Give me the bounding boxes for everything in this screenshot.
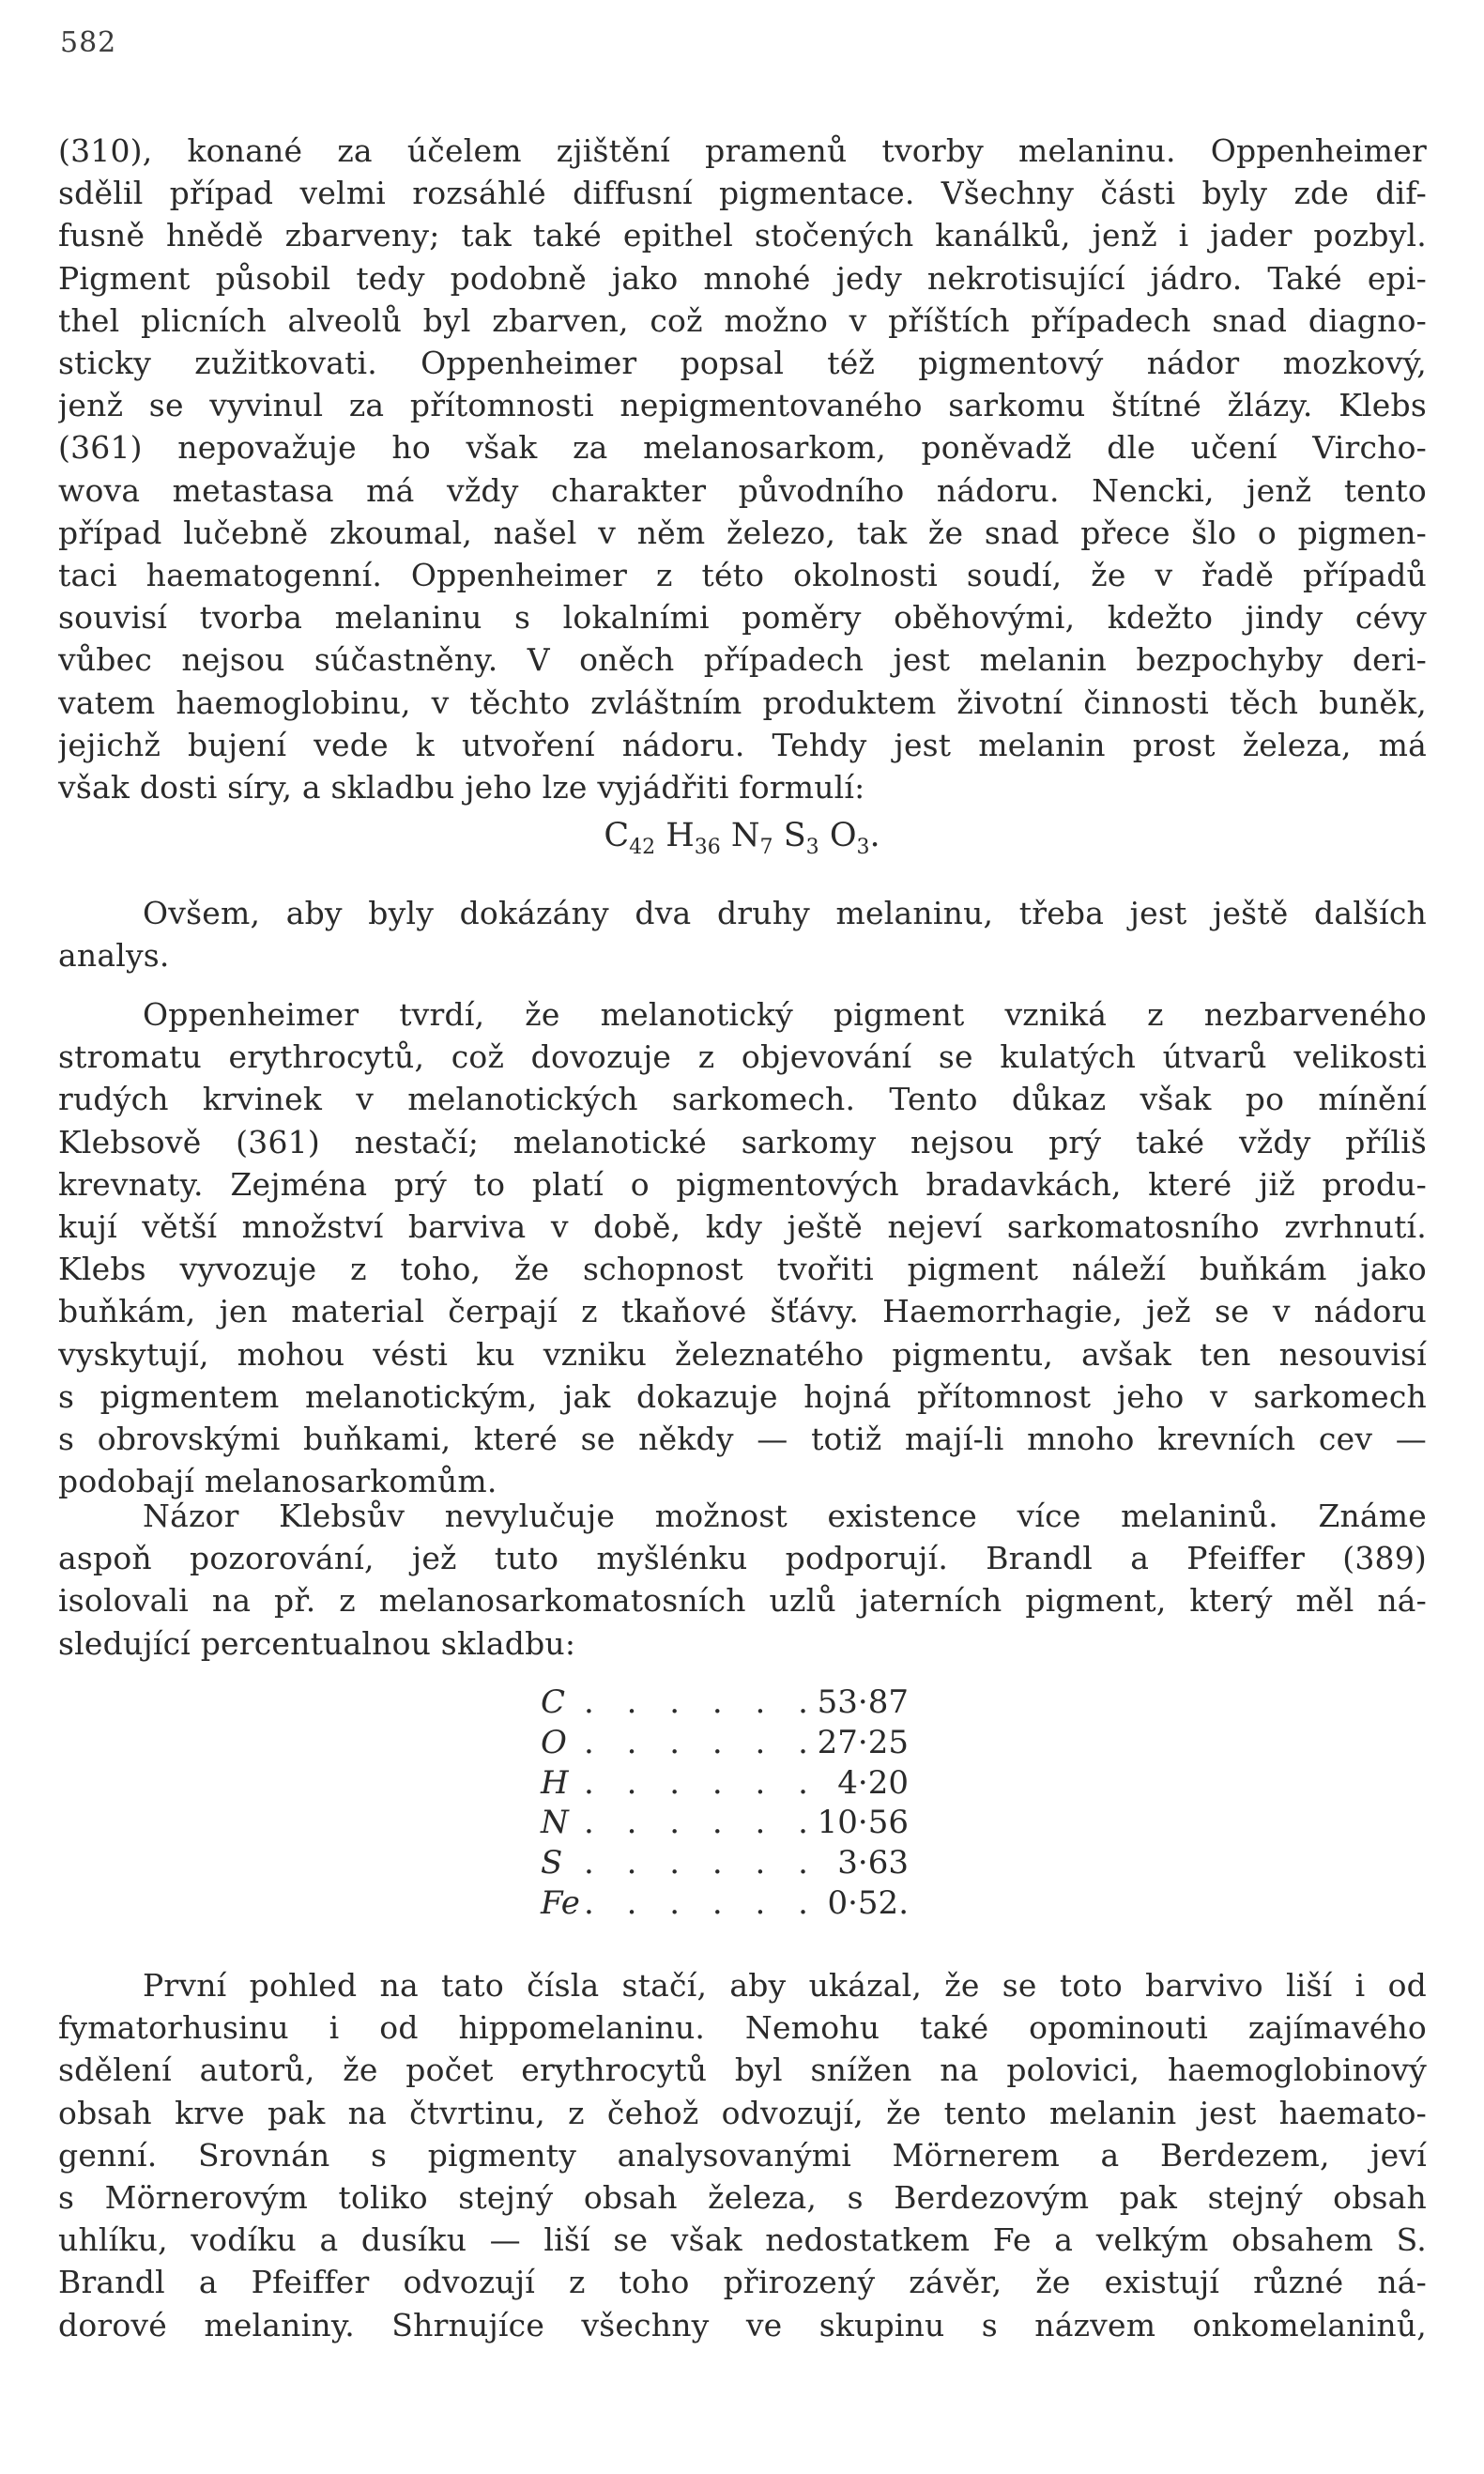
formula-nitrogen-count: 7	[759, 836, 773, 859]
text-line: krevnaty. Zejména prý to platí o pigmentových bradavkách, které již produ-	[58, 1165, 1427, 1203]
text-line: analys.	[58, 937, 170, 975]
text-line: Pigment působil tedy podobně jako mnohé jedy nekrotisující jádro. Také epi-	[58, 259, 1427, 297]
element-symbol: C	[541, 1683, 566, 1721]
leader-dots: . . . . . .	[584, 1883, 819, 1922]
element-symbol: O	[541, 1723, 567, 1761]
text-line: Oppenheimer tvrdí, že melanotický pigment vzniká z nezbarveného	[143, 996, 1427, 1033]
text-line: (310), konané za účelem zjištění pramenů tvorby melaninu. Oppenheimer	[58, 132, 1427, 169]
text-line: podobají melanosarkomům.	[58, 1463, 497, 1500]
composition-row	[541, 1883, 909, 1924]
composition-row	[541, 1763, 909, 1804]
text-line: sticky zužitkovati. Oppenheimer popsal též pigmentový nádor mozkový,	[58, 345, 1427, 382]
composition-row	[541, 1843, 909, 1883]
text-line: buňkám, jen material čerpají z tkaňové šťávy. Haemorrhagie, jež se v nádoru	[58, 1293, 1427, 1330]
text-line: aspoň pozorování, jež tuto myšlénku podporují. Brandl a Pfeiffer (389)	[58, 1540, 1427, 1577]
text-line: však dosti síry, a skladbu jeho lze vyjádřiti formulí:	[58, 769, 865, 807]
melanin-formula	[0, 817, 1484, 859]
text-line: s pigmentem melanotickým, jak dokazuje hojná přítomnost jeho v sarkomech	[58, 1377, 1427, 1415]
paragraph-4	[58, 1495, 1427, 1665]
composition-row	[541, 1803, 909, 1843]
text-line: genní. Srovnán s pigmenty analysovanými Mörnerem a Berdezem, jeví	[58, 2136, 1427, 2174]
text-line: jejichž bujení vede k utvoření nádoru. Tehdy jest melanin prost železa, má	[58, 726, 1427, 763]
text-line: vůbec nejsou súčastněny. V oněch případech jest melanin bezpochyby deri-	[58, 641, 1427, 679]
formula-oxygen-count: 3	[856, 836, 870, 859]
element-percentage: 3·63	[837, 1844, 909, 1882]
text-line: souvisí tvorba melaninu s lokalními poměry oběhovými, kdežto jindy cévy	[58, 599, 1427, 637]
text-line: sdělení autorů, že počet erythrocytů byl snížen na polovici, haemoglobinový	[58, 2051, 1427, 2089]
formula-carbon-count: 42	[629, 836, 656, 859]
composition-row	[541, 1723, 909, 1763]
text-line: uhlíku, vodíku a dusíku — liší se však nedostatkem Fe a velkým obsahem S.	[58, 2221, 1427, 2259]
text-line: Klebs vyvozuje z toho, že schopnost tvořiti pigment náleží buňkám jako	[58, 1251, 1427, 1288]
text-line: První pohled na tato čísla stačí, aby ukázal, že se toto barvivo liší i od	[143, 1967, 1427, 2004]
leader-dots: . . . . . .	[584, 1844, 819, 1882]
element-percentage: 27·25	[817, 1723, 909, 1761]
formula-oxygen: O	[829, 817, 857, 854]
element-symbol: N	[541, 1804, 569, 1842]
text-line: vyskytují, mohou vésti ku vzniku železnatého pigmentu, avšak ten nesouvisí	[58, 1335, 1427, 1373]
element-percentage: 4·20	[837, 1763, 909, 1802]
element-percentage: 53·87	[817, 1683, 909, 1721]
text-line: stromatu erythrocytů, což dovozuje z objevování se kulatých útvarů velikosti	[58, 1038, 1427, 1076]
text-line: wova metastasa má vždy charakter původního nádoru. Nencki, jenž tento	[58, 471, 1427, 509]
text-line: fymatorhusinu i od hippomelaninu. Nemohu také opominouti zajímavého	[58, 2009, 1427, 2047]
paragraph-1	[58, 130, 1427, 808]
text-line: sledující percentualnou skladbu:	[58, 1624, 576, 1662]
formula-hydrogen-count: 36	[694, 836, 721, 859]
element-percentage: 0·52.	[827, 1883, 909, 1922]
formula-carbon: C	[604, 817, 630, 854]
text-line: vatem haemoglobinu, v těchto zvláštním produktem životní činnosti těch buněk,	[58, 684, 1427, 721]
paragraph-5	[58, 1964, 1427, 2346]
text-line: Ovšem, aby byly dokázány dva druhy melaninu, třeba jest ještě dalších	[143, 895, 1427, 931]
text-line: fusně hnědě zbarveny; tak také epithel stočených kanálků, jenž i jader pozbyl.	[58, 217, 1427, 254]
text-line: jenž se vyvinul za přítomnosti nepigmentovaného sarkomu štítné žlázy. Klebs	[58, 387, 1427, 424]
paragraph-2	[58, 892, 1427, 976]
leader-dots: . . . . . .	[584, 1683, 819, 1721]
text-line: Klebsově (361) nestačí; melanotické sarkomy nejsou prý také vždy příliš	[58, 1123, 1427, 1160]
text-line: Názor Klebsův nevylučuje možnost existence více melaninů. Známe	[143, 1498, 1427, 1534]
text-line: (361) nepovažuje ho však za melanosarkom, poněvadž dle učení Vircho-	[58, 429, 1427, 467]
text-line: Brandl a Pfeiffer odvozují z toho přirozený závěr, že existují různé ná-	[58, 2264, 1427, 2301]
text-line: taci haematogenní. Oppenheimer z této okolnosti soudí, že v řadě případů	[58, 557, 1427, 594]
text-line: s obrovskými buňkami, které se někdy — totiž mají-li mnoho krevních cev —	[58, 1421, 1427, 1458]
formula-hydrogen: H	[666, 817, 695, 854]
composition-row	[541, 1683, 909, 1723]
leader-dots: . . . . . .	[584, 1723, 819, 1761]
text-line: dorové melaniny. Shrnujíce všechny ve skupinu s názvem onkomelaninů,	[58, 2306, 1427, 2343]
element-symbol: H	[541, 1763, 569, 1802]
element-symbol: Fe	[541, 1883, 580, 1922]
formula-nitrogen: N	[730, 817, 760, 854]
text-line: thel plicních alveolů byl zbarven, což možno v příštích případech snad diagno-	[58, 301, 1427, 339]
leader-dots: . . . . . .	[584, 1763, 819, 1802]
text-line: rudých krvinek v melanotických sarkomech. Tento důkaz však po mínění	[58, 1081, 1427, 1118]
formula-end: .	[869, 817, 880, 854]
composition-table	[541, 1683, 909, 1924]
text-line: případ lučebně zkoumal, našel v něm železo, tak že snad přece šlo o pigmen-	[58, 514, 1427, 551]
text-line: obsah krve pak na čtvrtinu, z čehož odvozují, že tento melanin jest haemato-	[58, 2094, 1427, 2131]
element-symbol: S	[541, 1844, 563, 1882]
text-line: kují větší množství barviva v době, kdy ještě nejeví sarkomatosního zvrhnutí.	[58, 1208, 1427, 1246]
leader-dots: . . . . . .	[584, 1804, 819, 1842]
text-line: sdělil případ velmi rozsáhlé diffusní pigmentace. Všechny části byly zde dif-	[58, 175, 1427, 212]
element-percentage: 10·56	[817, 1804, 909, 1842]
formula-sulfur-count: 3	[805, 836, 819, 859]
paragraph-3	[58, 993, 1427, 1502]
text-line: isolovali na př. z melanosarkomatosních uzlů jaterních pigment, který měl ná-	[58, 1582, 1427, 1620]
text-line: s Mörnerovým toliko stejný obsah železa, s Berdezovým pak stejný obsah	[58, 2179, 1427, 2217]
page-number: 582	[60, 26, 117, 59]
formula-sulfur: S	[783, 817, 806, 854]
